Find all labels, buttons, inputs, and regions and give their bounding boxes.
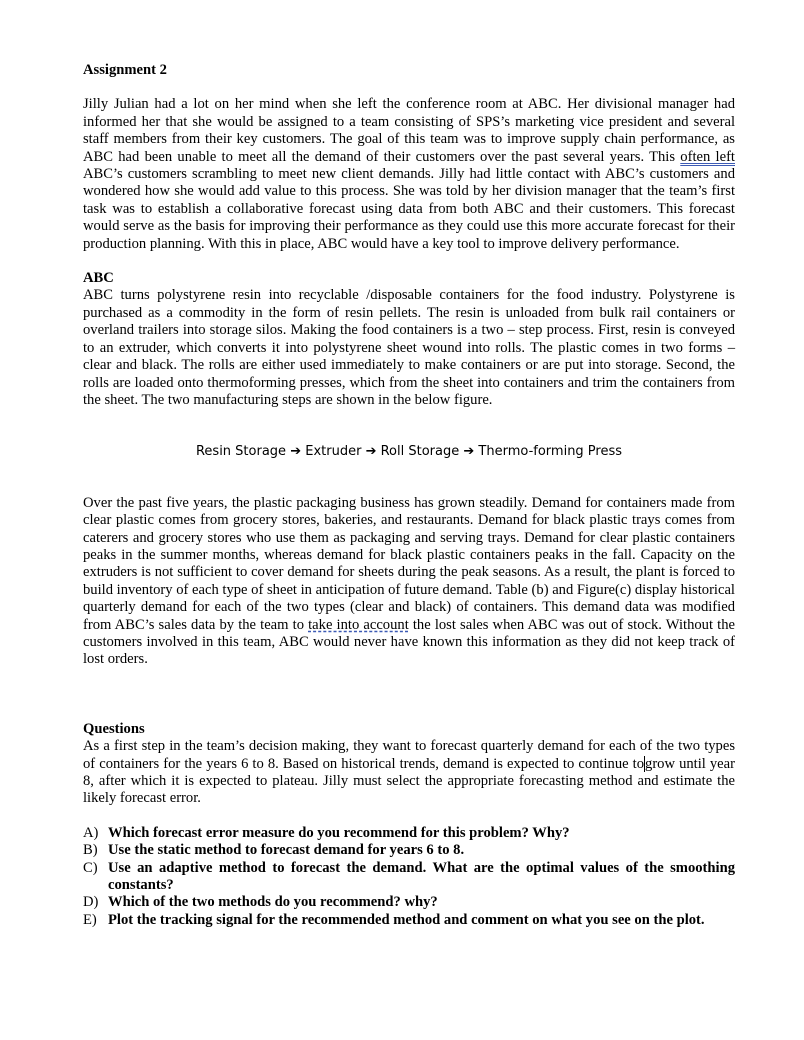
grammar-flag-often-left[interactable]: often left <box>680 148 735 165</box>
list-item <box>83 860 735 895</box>
list-item <box>83 825 735 842</box>
question-letter: A) <box>83 824 99 841</box>
process-flow-diagram <box>83 443 735 460</box>
document-body <box>83 62 735 929</box>
intro-paragraph <box>83 96 735 253</box>
question-letter: C) <box>83 859 98 876</box>
question-text: Use an adaptive method to forecast the demand. What are the optimal values of the smoothing constants? <box>108 859 735 894</box>
question-letter: E) <box>83 911 97 928</box>
abc-paragraph: ABC turns polystyrene resin into recyclable /disposable containers for the food industry. Polystyrene is purchased as a commodity in the form of resin pellets. The resin is unloaded from bulk rail containers or overland trailers into storage silos. Making the food containers is a two – step process. First, resin is conveyed to an extruder, which converts it into polystyrene sheet wound into rolls. The plastic comes in two forms – clear and black. The rolls are either used immediately to make containers or are put into storage. Second, the rolls are loaded onto thermoforming presses, which from the sheet into containers and trim the containers from the sheet. The two manufacturing steps are shown in the below figure. <box>83 287 735 408</box>
questions-text: As a first step in the team’s decision making, they want to forecast quarterly demand for each of the two types of containers for the years 6 to 8. Based on historical trends, demand is expected to continue to <box>83 738 735 772</box>
flow-step-roll-storage: Roll Storage <box>380 444 460 460</box>
question-text: Which forecast error measure do you recommend for this problem? Why? <box>108 824 570 841</box>
questions-heading: Questions <box>83 720 145 737</box>
question-letter: B) <box>83 842 98 859</box>
right-arrow-icon: ➔ <box>463 444 475 460</box>
question-list <box>83 825 735 929</box>
grammar-flag-take-into-account[interactable]: take into account <box>308 616 409 633</box>
intro-text: Jilly Julian had a lot on her mind when she left the conference room at ABC. Her divisional manager had informed her that she would be assigned to a team consisting of SPS’s marketing vice president and several staff members from their key customers. The goal of this team was to improve supply chain performance, as ABC had been unable to meet all the demand of their customers over the past several years. This <box>83 96 735 165</box>
flow-step-extruder: Extruder <box>305 444 362 460</box>
right-arrow-icon: ➔ <box>290 444 302 460</box>
list-item <box>83 842 735 859</box>
questions-intro[interactable] <box>83 738 735 808</box>
intro-text-rest: ABC’s customers scrambling to meet new client demands. Jilly had little contact with ABC’s customers and wondered how she would add value to this process. She was told by her division manager that the team’s first task was to establish a collaborative forecast using data from both ABC and their customers. This forecast would serve as the basis for improving their performance as they could use this more accurate forecast for their production planning. With this in place, ABC would have a key tool to improve delivery performance. <box>83 166 735 252</box>
right-arrow-icon: ➔ <box>365 444 377 460</box>
demand-text: Over the past five years, the plastic packaging business has grown steadily. Demand for containers made from clear plastic comes from grocery stores, bakeries, and restaurants. Demand for black plastic trays comes from caterers and grocery stores who use them as packaging and serving trays. Demand for clear plastic containers peaks in the summer months, whereas demand for black plastic containers peaks in the fall. Capacity on the extruders is not sufficient to cover demand for sheets during the peak seasons. As a result, the plant is forced to build inventory of each type of sheet in anticipation of future demand. Table (b) and Figure(c) display historical quarterly demand for each of the two types (clear and black) of containers. This demand data was modified from ABC’s sales data by the team to <box>83 494 735 633</box>
question-letter: D) <box>83 894 99 911</box>
flow-step-resin-storage: Resin Storage <box>195 444 287 460</box>
questions-text-rest: grow until year 8, after which it is expected to plateau. Jilly must select the appropriate forecasting method and estimate the likely forecast error. <box>83 755 735 807</box>
list-item <box>83 912 735 929</box>
demand-text-rest: the lost sales when ABC was out of stock. Without the customers involved in this team, ABC would never have known this information as they did not keep track of lost orders. <box>83 616 735 668</box>
question-text: Plot the tracking signal for the recommended method and comment on what you see on the plot. <box>108 911 705 928</box>
question-text: Use the static method to forecast demand for years 6 to 8. <box>108 842 465 859</box>
assignment-title: Assignment 2 <box>83 62 167 78</box>
flow-step-thermoforming-press: Thermo-forming Press <box>478 444 623 460</box>
list-item <box>83 894 735 911</box>
demand-paragraph <box>83 495 735 669</box>
question-text: Which of the two methods do you recommend? why? <box>108 894 438 911</box>
abc-heading: ABC <box>83 270 114 287</box>
